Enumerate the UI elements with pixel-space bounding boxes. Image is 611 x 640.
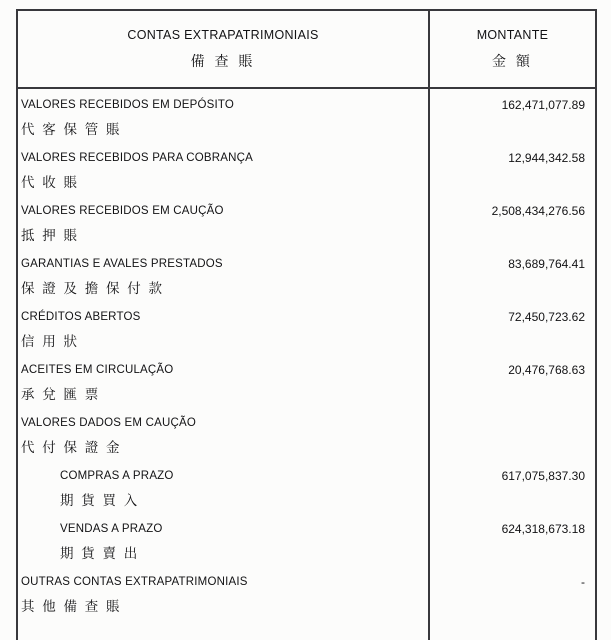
table-row: [17, 460, 596, 513]
account-name-zh: 其 他 備 查 賬: [21, 599, 122, 614]
account-description-cell: [17, 566, 429, 619]
extrapatrimonial-accounts-table: [16, 9, 597, 640]
account-description-cell: [17, 407, 429, 460]
account-name-pt: GARANTIAS E AVALES PRESTADOS: [21, 258, 223, 270]
table-row: [17, 407, 596, 460]
account-description-cell: [17, 248, 429, 301]
header-amount-label-zh: 金 額: [492, 53, 533, 69]
account-name-pt: OUTRAS CONTAS EXTRAPATRIMONIAIS: [21, 576, 248, 588]
account-name-zh: 期 貨 買 入: [60, 493, 140, 508]
header-row: [17, 10, 596, 88]
account-name-zh: 代 收 賬: [21, 175, 80, 190]
header-accounts-cell: [17, 10, 429, 88]
account-amount: 72,450,723.62: [508, 310, 585, 324]
account-amount: 2,508,434,276.56: [491, 204, 585, 218]
account-description-cell: [17, 142, 429, 195]
blank-amount-cell: [429, 619, 596, 640]
table-row: [17, 142, 596, 195]
account-amount: 20,476,768.63: [508, 363, 585, 377]
table-row: [17, 195, 596, 248]
table-row: [17, 354, 596, 407]
header-amount-cell: [429, 10, 596, 88]
blank-spacer-row: [17, 619, 596, 640]
account-amount: 617,075,837.30: [501, 469, 585, 483]
account-amount: 162,471,077.89: [501, 98, 585, 112]
account-description-cell: [17, 195, 429, 248]
account-description-cell: [17, 88, 429, 142]
table-row: [17, 513, 596, 566]
account-amount: [429, 407, 596, 460]
header-accounts-label-zh: 備 查 賬: [190, 53, 256, 69]
account-name-pt: COMPRAS A PRAZO: [60, 470, 174, 482]
account-name-pt: VALORES RECEBIDOS EM CAUÇÃO: [21, 205, 224, 217]
table-header: [17, 10, 596, 88]
account-name-zh: 保 證 及 擔 保 付 款: [21, 281, 165, 296]
account-name-pt: ACEITES EM CIRCULAÇÃO: [21, 364, 174, 376]
account-name-zh: 期 貨 賣 出: [60, 546, 140, 561]
table-row: [17, 301, 596, 354]
account-description-cell: [17, 301, 429, 354]
account-description-cell: [17, 460, 429, 513]
account-name-pt: VALORES DADOS EM CAUÇÃO: [21, 417, 197, 429]
header-accounts-label-pt: CONTAS EXTRAPATRIMONIAIS: [127, 28, 319, 42]
account-name-pt: VALORES RECEBIDOS PARA COBRANÇA: [21, 152, 253, 164]
account-amount: 624,318,673.18: [501, 522, 585, 536]
table-body: [17, 88, 596, 640]
account-name-pt: CRÉDITOS ABERTOS: [21, 311, 141, 323]
header-amount-label-pt: MONTANTE: [476, 28, 549, 42]
account-name-zh: 抵 押 賬: [21, 228, 80, 243]
account-name-zh: 代 付 保 證 金: [21, 440, 122, 455]
account-name-zh: 信 用 狀: [21, 334, 80, 349]
blank-description-cell: [17, 619, 429, 640]
table-row: [17, 88, 596, 142]
account-amount: 12,944,342.58: [508, 151, 585, 165]
account-name-zh: 承 兌 匯 票: [21, 387, 101, 402]
table-row: [17, 248, 596, 301]
account-name-pt: VENDAS A PRAZO: [60, 523, 163, 535]
account-description-cell: [17, 513, 429, 566]
table-row: [17, 566, 596, 619]
account-amount: 83,689,764.41: [508, 257, 585, 271]
account-name-pt: VALORES RECEBIDOS EM DEPÓSITO: [21, 99, 235, 111]
account-name-zh: 代 客 保 管 賬: [21, 122, 122, 137]
account-description-cell: [17, 354, 429, 407]
account-amount: -: [581, 575, 585, 589]
